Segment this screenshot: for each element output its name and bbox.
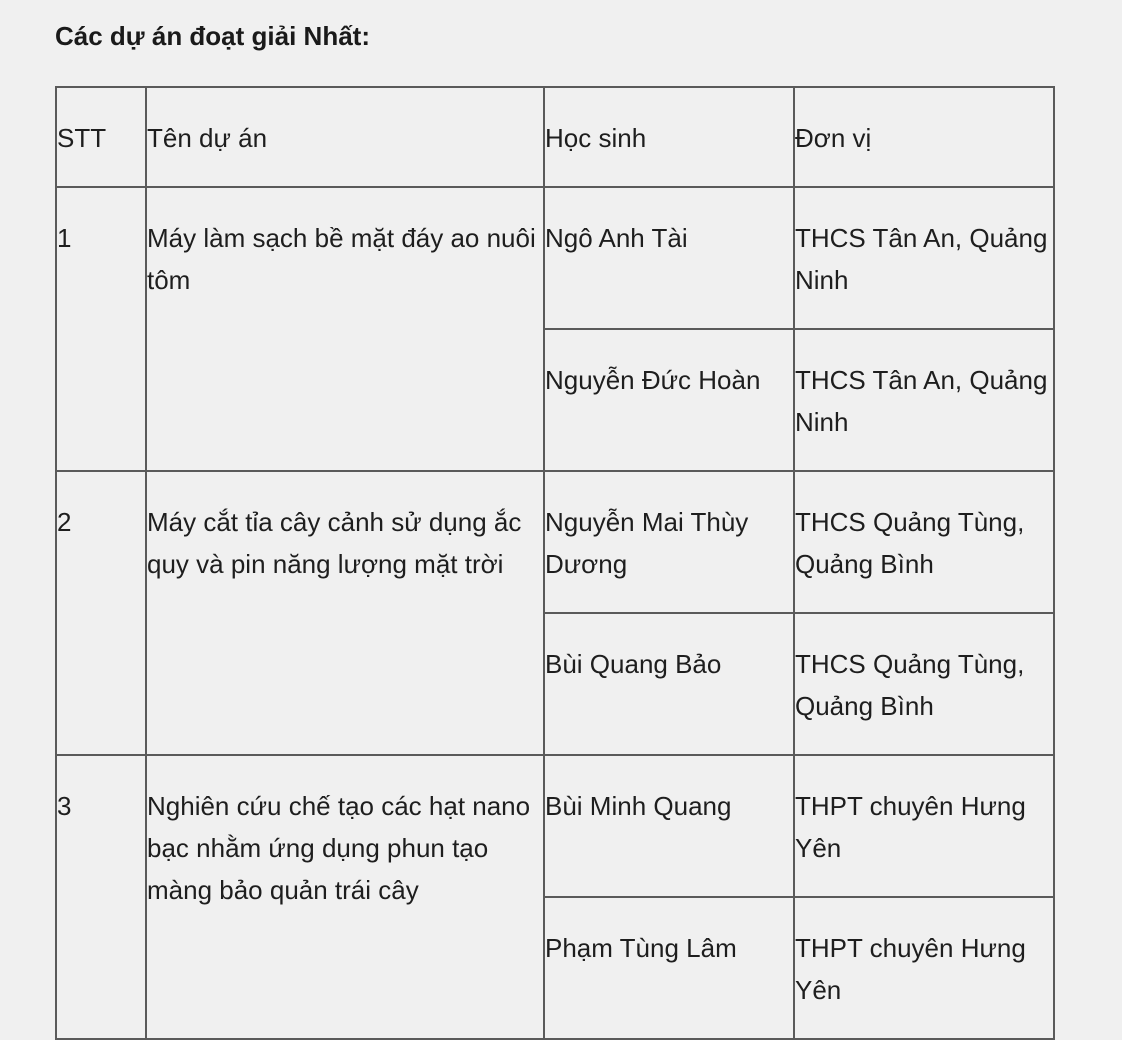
student-name: Bùi Quang Bảo [544,613,794,755]
page-heading: Các dự án đoạt giải Nhất: [55,21,370,51]
table-header-row [56,87,1054,187]
student-name: Nguyễn Đức Hoàn [544,329,794,471]
student-unit: THPT chuyên Hưng Yên [794,755,1054,897]
student-unit: THCS Quảng Tùng, Quảng Bình [794,613,1054,755]
header-unit: Đơn vị [794,87,1054,187]
student-unit: THCS Tân An, Quảng Ninh [794,329,1054,471]
student-name: Phạm Tùng Lâm [544,897,794,1039]
student-name: Nguyễn Mai Thùy Dương [544,471,794,613]
project-name: Máy làm sạch bề mặt đáy ao nuôi tôm [146,187,544,471]
project-stt: 1 [56,187,146,471]
awards-table [55,86,1055,1040]
student-name: Ngô Anh Tài [544,187,794,329]
header-stt: STT [56,87,146,187]
project-name: Nghiên cứu chế tạo các hạt nano bạc nhằm ứng dụng phun tạo màng bảo quản trái cây [146,755,544,1039]
table-row [56,187,1054,329]
table-row [56,471,1054,613]
header-student: Học sinh [544,87,794,187]
project-stt: 3 [56,755,146,1039]
header-project-name: Tên dự án [146,87,544,187]
project-stt: 2 [56,471,146,755]
student-unit: THCS Quảng Tùng, Quảng Bình [794,471,1054,613]
project-name: Máy cắt tỉa cây cảnh sử dụng ắc quy và pin năng lượng mặt trời [146,471,544,755]
student-unit: THCS Tân An, Quảng Ninh [794,187,1054,329]
student-name: Bùi Minh Quang [544,755,794,897]
student-unit: THPT chuyên Hưng Yên [794,897,1054,1039]
table-row [56,755,1054,897]
